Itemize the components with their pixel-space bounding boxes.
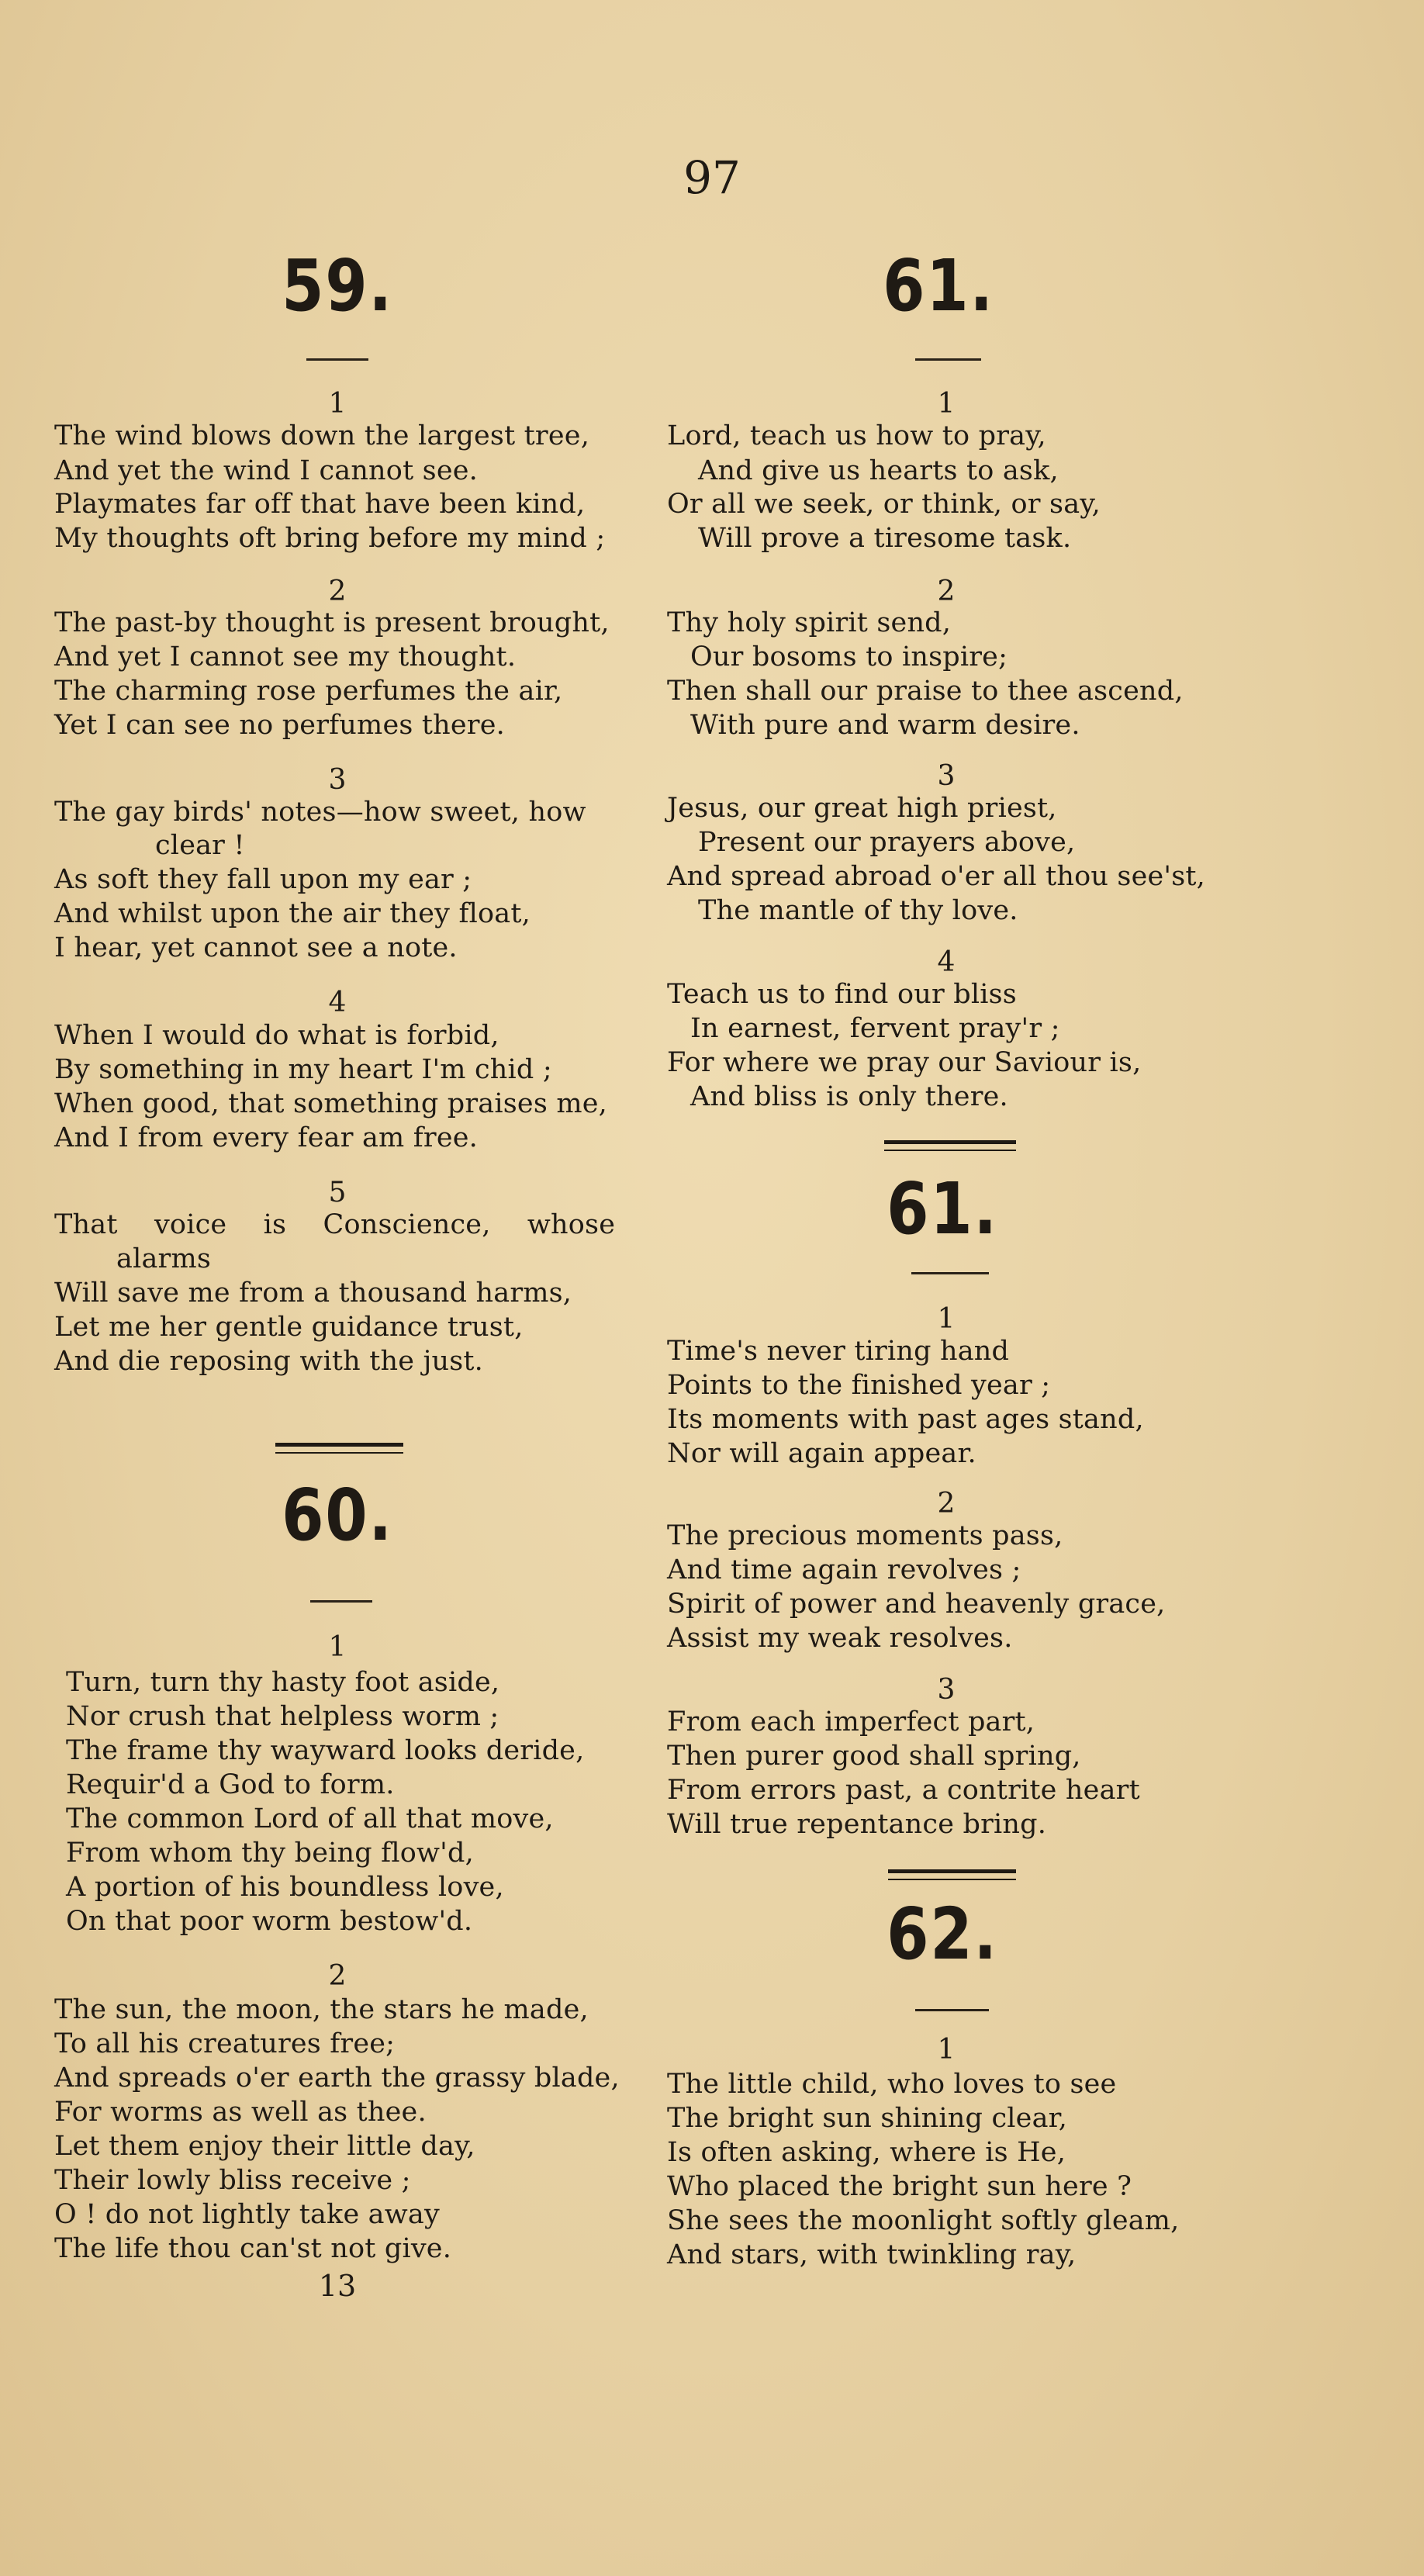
verse-line: The common Lord of all that move, xyxy=(66,1803,554,1834)
verse-number: 4 xyxy=(328,987,347,1018)
verse-line: She sees the moonlight softly gleam, xyxy=(667,2205,1180,2236)
verse-line: O ! do not lightly take away xyxy=(54,2199,440,2230)
verse-line: Teach us to find our bliss xyxy=(667,979,1017,1010)
verse-line: Who placed the bright sun here ? xyxy=(667,2171,1132,2202)
verse-line: The past-by thought is present brought, xyxy=(54,607,610,638)
verse-line: Is often asking, where is He, xyxy=(667,2137,1066,2168)
short-rule xyxy=(915,2009,989,2011)
verse-line: alarms xyxy=(116,1243,212,1274)
short-rule xyxy=(911,1272,989,1274)
verse-line: And I from every fear am free. xyxy=(54,1122,479,1153)
verse-line: And time again revolves ; xyxy=(667,1554,1021,1585)
hymn-number-60: 60. xyxy=(282,1474,393,1557)
verse-line: Let me her gentle guidance trust, xyxy=(54,1312,524,1343)
verse-line: Will prove a tiresome task. xyxy=(698,523,1072,554)
verse-line: With pure and warm desire. xyxy=(690,710,1080,741)
short-rule xyxy=(306,358,368,361)
verse-line: The charming rose perfumes the air, xyxy=(54,676,563,707)
verse-line: The bright sun shining clear, xyxy=(667,2103,1068,2134)
verse-line: Playmates far off that have been kind, xyxy=(54,489,586,520)
verse-line: Lord, teach us how to pray, xyxy=(667,420,1046,451)
verse-number: 2 xyxy=(937,1488,956,1520)
verse-number: 1 xyxy=(937,2034,956,2066)
verse-line: And yet the wind I cannot see. xyxy=(54,455,478,486)
verse-line: I hear, yet cannot see a note. xyxy=(54,932,458,963)
verse-number: 4 xyxy=(937,946,956,978)
verse-line: As soft they fall upon my ear ; xyxy=(54,864,472,895)
verse-number: 3 xyxy=(328,764,347,796)
verse-number: 1 xyxy=(328,1631,347,1663)
verse-number: 5 xyxy=(328,1177,347,1208)
double-rule-divider xyxy=(884,1140,1016,1151)
verse-line: When good, that something praises me, xyxy=(54,1088,607,1119)
verse-number: 1 xyxy=(937,388,956,420)
verse-line: The wind blows down the largest tree, xyxy=(54,420,590,451)
verse-line: Our bosoms to inspire; xyxy=(690,641,1008,673)
double-rule-divider xyxy=(275,1443,403,1454)
short-rule xyxy=(915,358,981,361)
verse-number: 3 xyxy=(937,760,956,792)
hymn-number-59: 59. xyxy=(282,244,393,327)
verse-line: Nor will again appear. xyxy=(667,1438,976,1469)
verse-line: And die reposing with the just. xyxy=(54,1346,484,1377)
verse-line: Thy holy spirit send, xyxy=(667,607,952,638)
page-number: 97 xyxy=(683,151,741,204)
verse-line: The precious moments pass, xyxy=(667,1520,1063,1551)
verse-line: And spread abroad o'er all thou see'st, xyxy=(667,861,1205,892)
verse-line: And give us hearts to ask, xyxy=(698,455,1059,486)
verse-line: And yet I cannot see my thought. xyxy=(54,641,517,673)
verse-number: 2 xyxy=(328,576,347,607)
verse-line: From each imperfect part, xyxy=(667,1706,1035,1738)
verse-line: From errors past, a contrite heart xyxy=(667,1775,1140,1806)
verse-line: Requir'd a God to form. xyxy=(66,1769,395,1800)
hymn-number-62: 62. xyxy=(887,1893,998,1976)
verse-line: Yet I can see no perfumes there. xyxy=(54,710,505,741)
verse-line: Then purer good shall spring, xyxy=(667,1741,1081,1772)
verse-line: The little child, who loves to see xyxy=(667,2069,1117,2100)
verse-line: Then shall our praise to thee ascend, xyxy=(667,676,1184,707)
verse-line: Will save me from a thousand harms, xyxy=(54,1278,572,1309)
signature-mark: 13 xyxy=(318,2269,357,2303)
verse-line: To all his creatures free; xyxy=(54,2028,396,2059)
double-rule-divider xyxy=(888,1869,1016,1880)
verse-number: 2 xyxy=(937,576,956,607)
verse-number: 1 xyxy=(328,388,347,420)
verse-line: And stars, with twinkling ray, xyxy=(667,2239,1077,2270)
short-rule xyxy=(310,1600,372,1603)
verse-line: Turn, turn thy hasty foot aside, xyxy=(66,1667,500,1698)
verse-line: Assist my weak resolves. xyxy=(667,1623,1013,1654)
verse-line: Their lowly bliss receive ; xyxy=(54,2165,411,2196)
verse-number: 2 xyxy=(328,1960,347,1992)
verse-line: When I would do what is forbid, xyxy=(54,1020,499,1051)
verse-line: Present our prayers above, xyxy=(698,827,1076,858)
verse-line: That voice is Conscience, whose xyxy=(54,1209,616,1240)
verse-line: The life thou can'st not give. xyxy=(54,2233,452,2264)
hymn-number-61: 61. xyxy=(883,244,994,327)
verse-line: Its moments with past ages stand, xyxy=(667,1404,1144,1435)
verse-line: From whom thy being flow'd, xyxy=(66,1838,474,1869)
verse-line: clear ! xyxy=(155,830,245,861)
verse-line: Points to the finished year ; xyxy=(667,1370,1051,1401)
verse-line: And whilst upon the air they float, xyxy=(54,898,531,929)
verse-line: And bliss is only there. xyxy=(690,1081,1008,1112)
verse-number: 3 xyxy=(937,1674,956,1706)
verse-line: Spirit of power and heavenly grace, xyxy=(667,1589,1166,1620)
hymn-number-61-second: 61. xyxy=(887,1167,998,1250)
verse-line: For worms as well as thee. xyxy=(54,2097,427,2128)
verse-line: In earnest, fervent pray'r ; xyxy=(690,1013,1060,1044)
verse-line: The sun, the moon, the stars he made, xyxy=(54,1994,589,2025)
verse-line: And spreads o'er earth the grassy blade, xyxy=(54,2063,620,2094)
verse-line: A portion of his boundless love, xyxy=(66,1872,504,1903)
verse-line: For where we pray our Saviour is, xyxy=(667,1047,1142,1078)
verse-line: My thoughts oft bring before my mind ; xyxy=(54,523,606,554)
verse-line: The gay birds' notes—how sweet, how xyxy=(54,797,586,828)
verse-line: Or all we seek, or think, or say, xyxy=(667,489,1101,520)
verse-line: Time's never tiring hand xyxy=(667,1336,1010,1367)
verse-line: The mantle of thy love. xyxy=(698,895,1018,926)
verse-line: The frame thy wayward looks deride, xyxy=(66,1735,585,1766)
verse-line: Let them enjoy their little day, xyxy=(54,2131,475,2162)
verse-line: Nor crush that helpless worm ; xyxy=(66,1701,499,1732)
verse-number: 1 xyxy=(937,1303,956,1335)
verse-line: On that poor worm bestow'd. xyxy=(66,1906,473,1937)
verse-line: Will true repentance bring. xyxy=(667,1809,1047,1840)
verse-line: By something in my heart I'm chid ; xyxy=(54,1054,552,1085)
verse-line: Jesus, our great high priest, xyxy=(667,793,1057,824)
